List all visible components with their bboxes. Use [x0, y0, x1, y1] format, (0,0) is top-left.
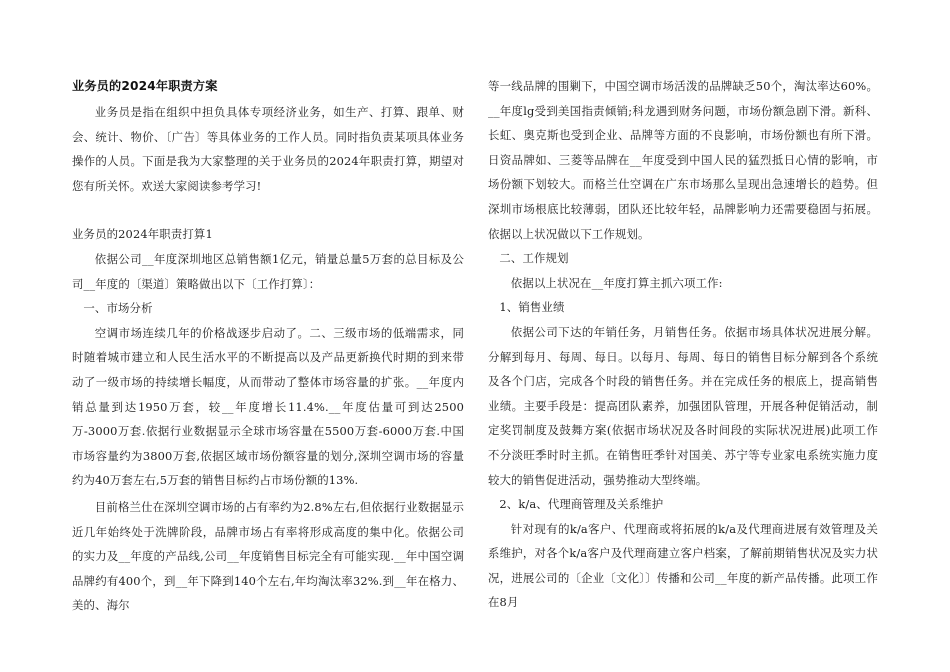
section-title: 业务员的2024年职责打算1	[72, 227, 213, 242]
subsection-heading: 1、销售业绩	[499, 300, 565, 315]
left-column	[72, 74, 464, 618]
paragraph: 依据公司下达的年销任务，月销售任务。依据市场具体状况进展分解。分解到每月、每周、每日。以每月、每周、每日的销售目标分解到各个系统及各个门店，完成各个时段的销售任务。并在完成任务的根底上，提高销售业绩。主要手段是：提高团队素养，加强团队管理，开展各种促销活动，制定奖罚制度及鼓舞方案(依据市场状况及各时间段的实际状况进展)此项工作不分淡旺季时时主抓。在销售旺季针对国美、苏宁等专业家电系统实施力度较大的销售促进活动，强势推动大型终端。	[488, 324, 878, 487]
paragraph: 针对现有的k/a客户、代理商或将拓展的k/a及代理商进展有效管理及关系维护，对各个k/a客户及代理商建立客户档案，了解前期销售状况及实力状况，进展公司的〔企业〔文化〕〕传播和公司__年度的新产品传播。此项工作在8月	[488, 521, 878, 610]
subsection-heading: 2、k/a、代理商管理及关系维护	[499, 497, 664, 512]
document-title: 业务员的2024年职责方案	[72, 79, 218, 93]
paragraph: 等一线品牌的围剿下，中国空调市场活泼的品牌缺乏50个，淘汰率达60%。__年度lg受到美国指责倾销;科龙遇到财务问题，市场份额急剧下滑。新科、长虹、奥克斯也受到企业、品牌等方面的不良影响，市场份额也有所下滑。日资品牌如、三菱等品牌在__年度受到中国人民的猛烈抵日心情的影响，市场份额下划较大。而格兰仕空调在广东市场那么呈现出急速增长的趋势。但深圳市场根底比较薄弱，团队还比较年轻，品牌影响力还需要稳固与拓展。依据以上状况做以下工作规划。	[488, 79, 878, 241]
paragraph: 依据以上状况在__年度打算主抓六项工作:	[510, 275, 723, 290]
section-heading: 一、市场分析	[83, 301, 153, 316]
paragraph: 空调市场连续几年的价格战逐步启动了。二、三级市场的低端需求，同时随着城市建立和人民生活水平的不断提高以及产品更新换代时期的到来带动了一级市场的持续增长幅度，从而带动了整体市场容量的扩张。__年度内销总量到达1950万套，较__年度增长11.4%.__年度估量可到达2500万-3000万套.依据行业数据显示全球市场容量在5500万套-6000万套.中国市场容量约为3800万套,依据区域市场份额容量的划分,深圳空调市场的容量约为40万套左右,5万套的销售目标约占市场份额的13%.	[72, 325, 464, 488]
paragraph: 依据公司__年度深圳地区总销售额1亿元，销量总量5万套的总目标及公司__年度的〔渠道〕策略做出以下〔工作打算〕：	[72, 251, 464, 291]
spacer	[72, 198, 464, 222]
intro-paragraph: 业务员是指在组织中担负具体专项经济业务，如生产、打算、跟单、财会、统计、物价、〔广告〕等具体业务的工作人员。同时指负责某项具体业务操作的人员。下面是我为大家整理的关于业务员的2024年职责打算，期望对您有所关怀。欢送大家阅读参考学习!	[72, 105, 464, 193]
paragraph: 目前格兰仕在深圳空调市场的占有率约为2.8%左右,但依据行业数据显示近几年始终处于洗牌阶段，品牌市场占有率将形成高度的集中化。依据公司的实力及__年度的产品线,公司__年度销售目标完全有可能实现.__年中国空调品牌约有400个，到__年下降到140个左右,年均淘汰率32%.到__年在格力、美的、海尔	[72, 499, 464, 613]
section-heading: 二、工作规划	[499, 251, 569, 266]
right-column	[488, 74, 878, 615]
